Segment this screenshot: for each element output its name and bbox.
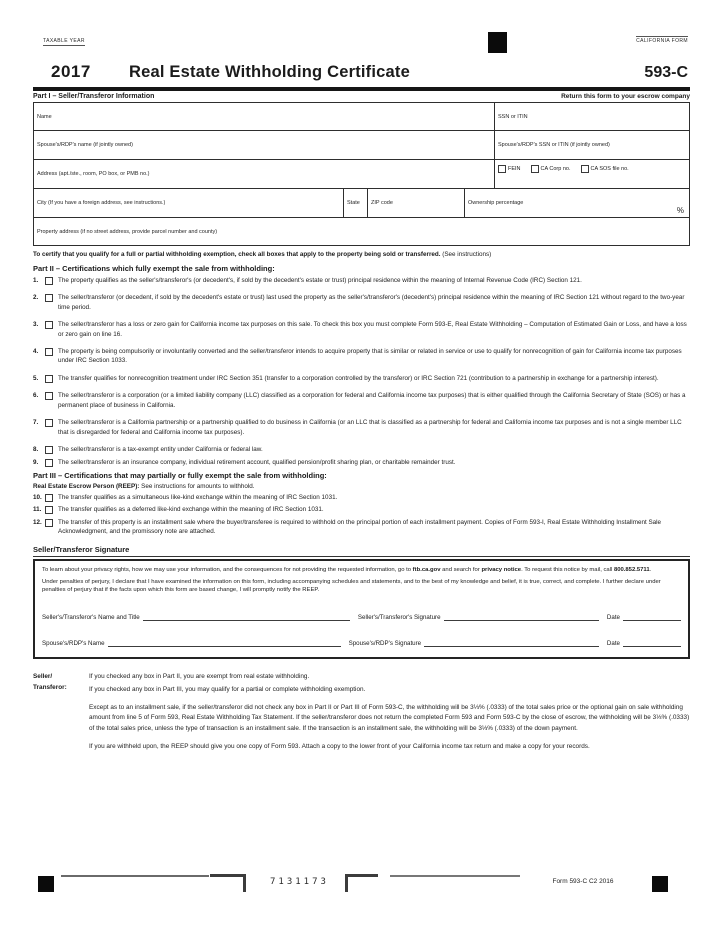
entity-id-cell [494,160,689,188]
return-note: Return this form to your escrow company [561,93,690,100]
registration-mark-square [652,876,668,892]
registration-mark-square [488,32,507,53]
seller-date-line[interactable] [623,613,681,621]
privacy-notice-term: privacy notice [481,566,522,573]
part3-heading: Part III – Certifications that may partially or fully exempt the sale from withholding: [33,470,327,480]
checkbox-part2-4[interactable] [45,348,53,356]
seller-name-title-line[interactable] [143,613,350,621]
item-number: 2. [33,294,39,302]
notes-label-line1: Seller/ [33,673,53,681]
page-title: Real Estate Withholding Certificate [129,63,410,81]
part2-heading: Part II – Certifications which fully exempt the sale from withholding: [33,263,275,273]
date-label: Date [606,640,620,648]
fein-checkbox[interactable] [498,165,506,173]
checkbox-part2-8[interactable] [45,446,53,454]
footer-rule [61,875,209,877]
part3-item-10 [33,493,690,502]
notes-side-label [33,672,89,753]
spouse-date-line[interactable] [623,639,681,647]
checkbox-part2-1[interactable] [45,277,53,285]
part1-heading: Part I – Seller/Transferor Information [33,93,155,100]
ssn-label: SSN or ITIN [498,114,528,120]
ownership-label: Ownership percentage [468,200,524,206]
item-number: 3. [33,321,39,329]
date-label: Date [606,614,620,622]
address-label: Address (apt./ste., room, PO box, or PMB no.) [37,171,150,177]
spouse-ssn-field[interactable] [494,131,689,159]
ftb-link-text: ftb.ca.gov [412,566,441,573]
zip-label: ZIP code [371,200,393,206]
part1-table [33,102,690,246]
item-text: The seller/transferor is a California partnership or a partnership qualified to do business in California (or an LLC that is classified as a partnership for federal and California income tax purposes and is not a single member LLC that is disregarded for federal and California income tax purposes). [58,419,682,436]
signature-box [33,559,690,660]
reep-instruction [33,483,690,490]
form-number: 593-C [644,64,688,81]
seller-transferor-notes [33,672,690,753]
checkbox-part2-6[interactable] [45,392,53,400]
spouse-signature-line[interactable] [424,639,599,647]
item-number: 9. [33,458,39,466]
certify-bold-text: To certify that you qualify for a full or partial withholding exemption, check all boxes that apply to the property being sold or transferred. [33,251,441,258]
certify-see-instructions: (See instructions) [440,251,492,258]
item-text: The transfer qualifies as a simultaneous like-kind exchange within the meaning of IRC Section 1031. [58,493,338,501]
notes-body [89,672,690,753]
checkbox-part3-10[interactable] [45,494,53,502]
spouse-name-field[interactable] [34,131,494,159]
spouse-signature-label: Spouse's/RDP's Signature [348,640,422,648]
ssn-field[interactable] [494,103,689,130]
item-text: The seller/transferor (or decedent, if sold by the decedent's estate or trust) last used the property as the seller's/transferor's (decedent's) principal residence within the meaning of IRC Section 121 without regard to the two-year time period. [58,294,685,311]
part2-item-7 [33,418,690,437]
scanline-number: 7131173 [270,877,329,887]
part2-item-3 [33,320,690,339]
percent-sign: % [676,206,684,215]
part3-item-11 [33,505,690,514]
item-text: The seller/transferor has a loss or zero gain for California income tax purposes on this sale. To check this box you must complete Form 593-E, Real Estate Withholding – Computation of Estimated Gain or Loss, and have a loss or zero gain on line 16. [58,321,687,338]
withholding-rules-paragraph: Except as to an installment sale, if the seller/transferor did not check any box in Part II or Part III of Form 593-C, the withholding will be 3⅓% (.0333) of the total sales price or the optional gain on sale withholding amount from line 5 of Form 593, Real Estate Withholding Tax Statement. If the seller/transferor does not return the completed Form 593 and Form 593-C by the close of escrow, the withholding will be 3⅓% (.0333) of the total sales price, unless the type of transaction is an installment sale. If the transaction is an installment sale, the withholding will be 3⅓% (.0333) of the down payment. [89,703,690,732]
state-field[interactable] [343,189,367,217]
footer-scanline [33,871,690,899]
part2-item-4 [33,347,690,366]
part2-item-9 [33,458,690,467]
fein-label: FEIN [508,166,521,172]
part2-item-6 [33,391,690,410]
item-text: The seller/transferor is an insurance company, individual retirement account, qualified pension/profit sharing plan, or charitable remainder trust. [58,458,456,466]
checkbox-part3-11[interactable] [45,506,53,514]
privacy-seg: . To request this notice by mail, call [521,566,614,573]
perjury-statement: Under penalties of perjury, I declare that I have examined the information on this form, including accompanying schedules and statements, and to the best of my knowledge and belief, it is true, correct, and complete. I further declare under penalties of perjury that if the facts upon which this form are based change, I will promptly notify the REEP. [42,578,661,594]
spouse-name-label: Spouse's/RDP's name (if jointly owned) [37,142,133,148]
ca-sos-checkbox[interactable] [581,165,589,173]
name-label: Name [37,114,52,120]
item-text: The transfer of this property is an installment sale where the buyer/transferee is required to withhold on the principal portion of each installment payment. Copies of Form 593-I, Real Estate Withholding Installment Sale Acknowledgment, and the promissory note are attached. [58,518,662,536]
address-field[interactable] [34,160,494,188]
privacy-seg: . [649,566,652,573]
ca-sos-label: CA SOS file no. [590,166,629,172]
ca-corp-checkbox[interactable] [531,165,539,173]
ca-corp-label: CA Corp no. [540,166,571,172]
item-text: The property is being compulsorily or involuntarily converted and the seller/transferor intends to acquire property that is similar or related in service or use to qualify for nonrecognition of gain for California income tax purposes under IRC Section 1033. [58,348,682,365]
item-number: 8. [33,446,39,454]
certify-instruction [33,251,690,260]
form-header [33,30,690,84]
note-part3-partial: If you checked any box in Part III, you may qualify for a partial or complete withholding exemption. [89,685,366,693]
part2-item-5 [33,374,690,383]
corner-bracket-mark [345,874,378,892]
registration-mark-square [38,876,54,892]
spouse-name-label: Spouse's/RDP's Name [42,640,105,648]
item-number: 10. [33,493,42,501]
item-text: The transfer qualifies as a deferred like-kind exchange within the meaning of IRC Section 1031. [58,506,324,514]
privacy-notice-text [42,566,681,575]
item-number: 7. [33,419,39,427]
privacy-seg: and search for [440,566,482,573]
seller-signature-label: Seller's/Transferor's Signature [357,614,441,622]
item-number: 12. [33,518,42,526]
seller-name-title-label: Seller's/Transferor's Name and Title [42,614,140,622]
spouse-name-line[interactable] [108,639,341,647]
zip-field[interactable] [367,189,464,217]
checkbox-part2-3[interactable] [45,321,53,329]
notes-label-line2: Transferor: [33,683,67,691]
city-label: City (If you have a foreign address, see instructions.) [37,200,166,206]
reep-rest: See instructions for amounts to withhold. [139,482,255,490]
part3-item-12 [33,518,690,537]
part2-item-2 [33,293,690,312]
property-address-label: Property address (if no street address, provide parcel number and county) [37,229,218,235]
taxable-year-label: TAXABLE YEAR [43,38,85,44]
state-label: State [347,200,360,206]
privacy-phone: 800.852.5711 [613,566,650,573]
item-number: 1. [33,276,39,284]
footer-rule [390,875,520,877]
checkbox-part2-7[interactable] [45,419,53,427]
checkbox-part2-2[interactable] [45,294,53,302]
item-number: 11. [33,506,42,514]
item-text: The transfer qualifies for nonrecognition treatment under IRC Section 351 (transfer to a corporation controlled by the transferor) or IRC Section 721 (contribution to a partnership in exchange for a partnership interest). [58,374,659,382]
privacy-seg: To learn about your privacy rights, how we may use your information, and the consequences for not providing the requested information, go to [42,566,413,573]
checkbox-part3-12[interactable] [45,519,53,527]
checkbox-part2-9[interactable] [45,459,53,467]
part1-header [33,91,690,102]
signature-section-heading: Seller/Transferor Signature [33,545,690,557]
spouse-ssn-label: Spouse's/RDP's SSN or ITIN (if jointly owned) [498,142,610,148]
item-text: The seller/transferor is a corporation (or a limited liability company (LLC) classified as a corporation for federal and California income tax purposes) that is either qualified through the California Secretary of State (SOS) or has a permanent place of business in California. [58,392,686,409]
ownership-field[interactable] [464,189,689,217]
signature-row-spouse [42,639,681,647]
checkbox-part2-5[interactable] [45,375,53,383]
property-address-field[interactable] [34,218,689,245]
item-text: The property qualifies as the seller's/transferor's (or decedent's, if sold by the decedent's estate or trust) principal residence within the meaning of Internal Revenue Code (IRC) Section 121. [58,276,582,284]
withheld-upon-note: If you are withheld upon, the REEP should give you one copy of Form 593. Attach a copy to the lower front of your California income tax return and make a copy for your records. [89,743,590,751]
footer-form-id: Form 593-C C2 2016 [552,878,614,885]
corner-bracket-mark [210,874,246,892]
part2-item-1 [33,276,690,285]
name-field[interactable] [34,103,494,130]
seller-signature-line[interactable] [444,613,599,621]
item-number: 6. [33,392,39,400]
signature-row-seller [42,613,681,621]
part2-item-8 [33,445,690,454]
california-form-label: CALIFORNIA FORM [636,38,688,44]
item-text: The seller/transferor is a tax-exempt entity under California or federal law. [58,446,263,454]
reep-bold: Real Estate Escrow Person (REEP): [33,482,140,490]
city-field[interactable] [34,189,343,217]
note-part2-exempt: If you checked any box in Part II, you are exempt from real estate withholding. [89,673,310,681]
taxable-year-value: 2017 [51,62,91,81]
item-number: 5. [33,374,39,382]
item-number: 4. [33,348,39,355]
